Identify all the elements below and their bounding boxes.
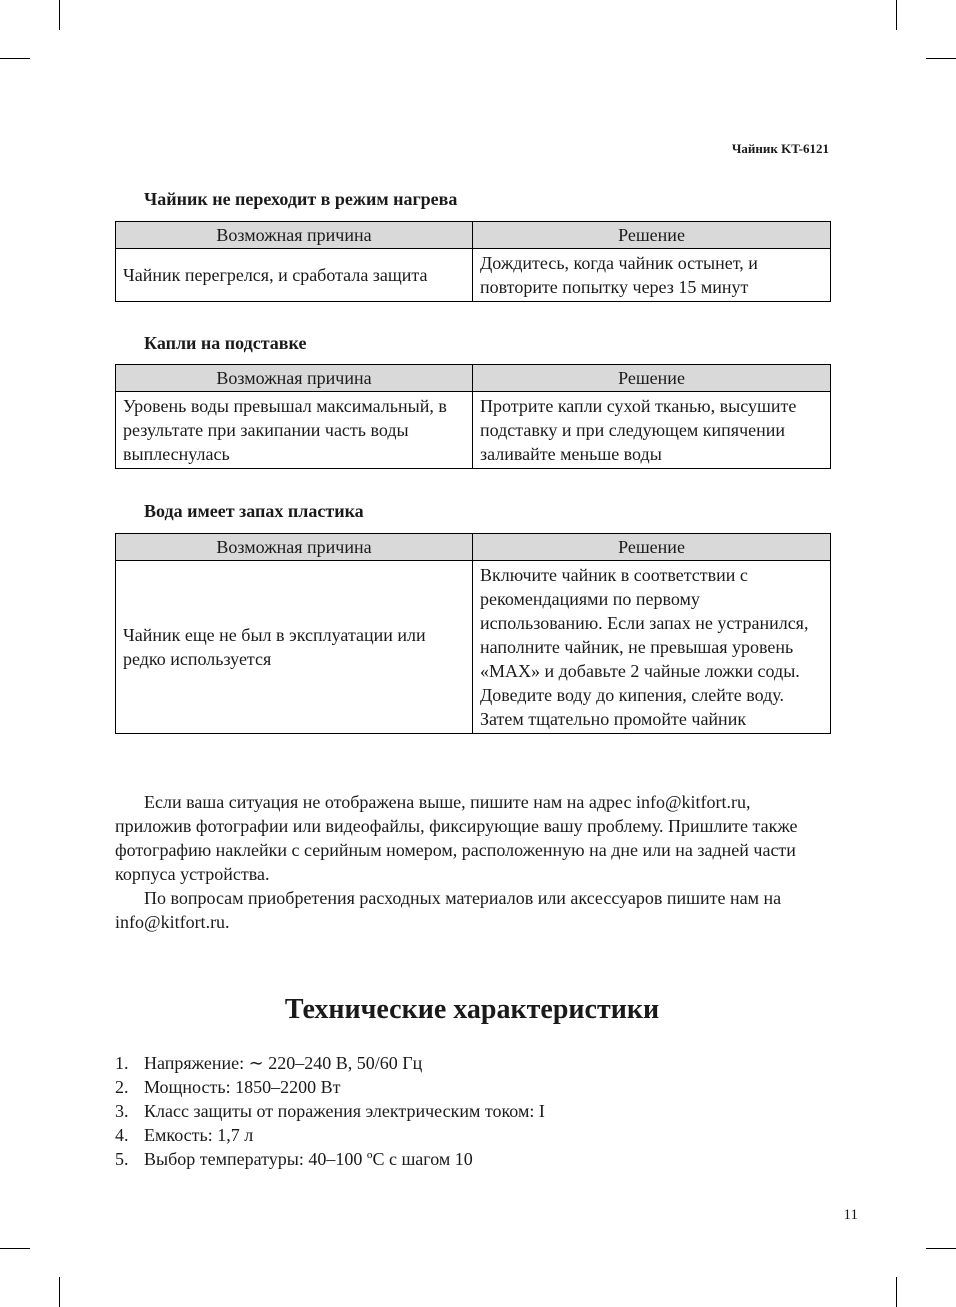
section-title-no-heating: Чайник не переходит в режим нагрева — [144, 189, 458, 209]
table-row — [116, 249, 831, 302]
crop-mark — [59, 1277, 60, 1307]
item-number: 2. — [115, 1077, 129, 1097]
crop-mark — [926, 1248, 956, 1249]
accessories-paragraph: По вопросам приобретения расходных материалов или аксессуаров пишите нам на info@kitfort.ru. — [115, 888, 782, 932]
running-header: Чайник KT-6121 — [731, 141, 829, 156]
list-item — [115, 1147, 545, 1171]
item-text: Мощность: 1850–2200 Вт — [144, 1077, 341, 1097]
crop-mark — [59, 0, 60, 30]
solution-cell: Включите чайник в соответствии с рекомендациями по первому использованию. Если запах не устранился, наполните чайник, не превышая уровень «MAX» и добавьте 2 чайные ложки соды. Доведите воду до кипения, слейте воду. Затем тщательно промойте чайник — [473, 561, 831, 734]
item-text: Напряжение: ∼ 220–240 В, 50/60 Гц — [144, 1053, 423, 1073]
specs-heading: Технические характеристики — [284, 994, 660, 1025]
item-text: Класс защиты от поражения электрическим током: I — [144, 1101, 545, 1121]
column-header-solution: Решение — [473, 534, 831, 561]
section-title-plastic-smell: Вода имеет запах пластика — [144, 501, 364, 521]
list-item — [115, 1099, 545, 1123]
item-text: Емкость: 1,7 л — [144, 1125, 254, 1145]
troubleshooting-table — [115, 533, 831, 734]
list-item — [115, 1123, 545, 1147]
table-row — [116, 392, 831, 469]
table-header-row — [116, 365, 831, 392]
item-number: 5. — [115, 1149, 129, 1169]
list-item — [115, 1051, 545, 1075]
crop-mark — [896, 0, 897, 30]
page-number: 11 — [843, 1207, 858, 1223]
cause-cell: Уровень воды превышал максимальный, в результате при закипании часть воды выплеснулась — [116, 392, 473, 469]
troubleshooting-table — [115, 364, 831, 469]
specs-list — [115, 1051, 545, 1171]
table-header-row — [116, 222, 831, 249]
column-header-cause: Возможная причина — [116, 534, 473, 561]
crop-mark — [0, 58, 30, 59]
solution-cell: Дождитесь, когда чайник остынет, и повторите попытку через 15 минут — [473, 249, 831, 302]
crop-mark — [926, 58, 956, 59]
item-number: 3. — [115, 1101, 129, 1121]
solution-cell: Протрите капли сухой тканью, высушите подставку и при следующем кипячении заливайте меньше воды — [473, 392, 831, 469]
column-header-solution: Решение — [473, 222, 831, 249]
column-header-cause: Возможная причина — [116, 365, 473, 392]
item-number: 1. — [115, 1053, 129, 1073]
cause-cell: Чайник перегрелся, и сработала защита — [116, 249, 473, 302]
column-header-solution: Решение — [473, 365, 831, 392]
column-header-cause: Возможная причина — [116, 222, 473, 249]
troubleshooting-table — [115, 221, 831, 302]
crop-mark — [896, 1277, 897, 1307]
item-number: 4. — [115, 1125, 129, 1145]
item-text: Выбор температуры: 40–100 ºC с шагом 10 — [144, 1149, 473, 1169]
section-title-drops: Капли на подставке — [144, 333, 307, 353]
contact-paragraph: Если ваша ситуация не отображена выше, пишите нам на адрес info@kitfort.ru, приложив фотографии или видеофайлы, фиксирующие вашу проблему. Пришлите также фотографию наклейки с серийным номером, расположенную на дне или на задней части корпуса устройства. — [115, 792, 798, 884]
list-item — [115, 1075, 545, 1099]
table-row — [116, 561, 831, 734]
crop-mark — [0, 1248, 30, 1249]
cause-cell: Чайник еще не был в эксплуатации или редко используется — [116, 561, 473, 734]
table-header-row — [116, 534, 831, 561]
